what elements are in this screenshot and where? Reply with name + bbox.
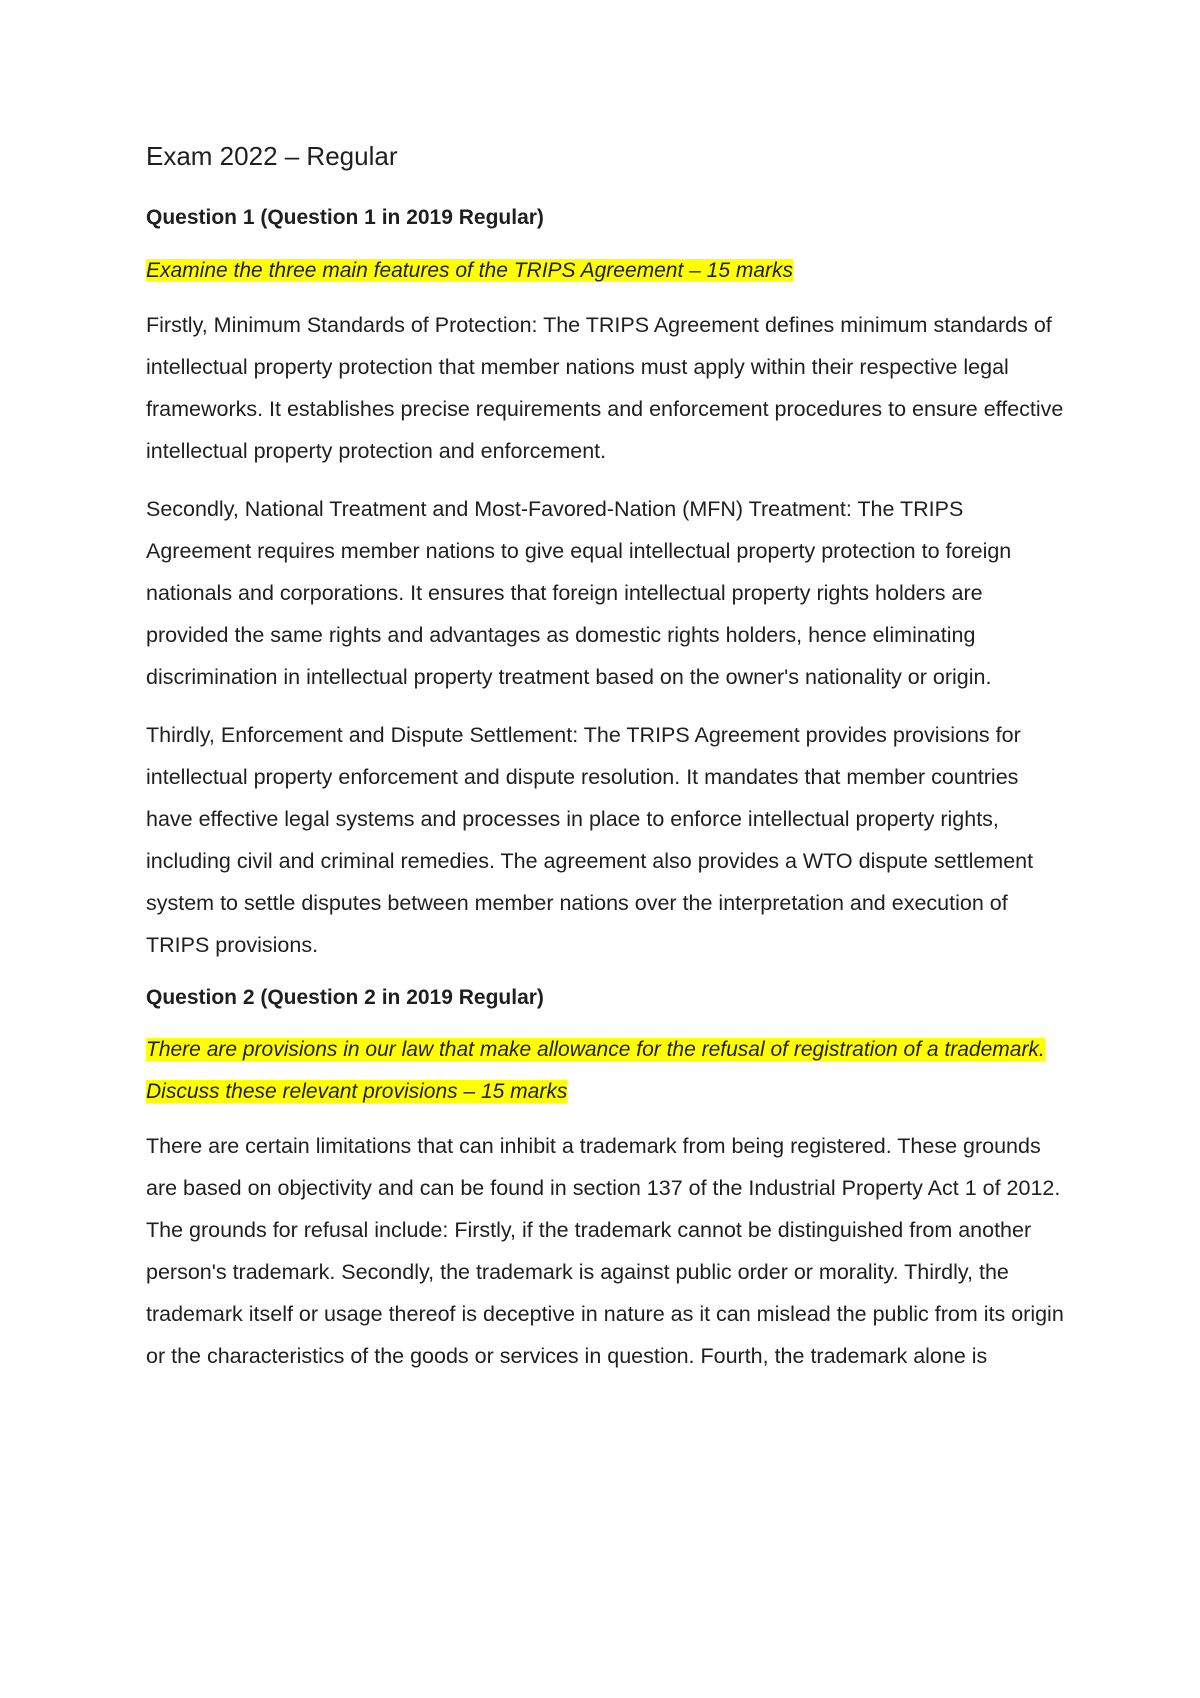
question-1-prompt [146, 250, 1066, 292]
document-title: Exam 2022 – Regular [146, 141, 398, 171]
question-1-paragraph-3: Thirdly, Enforcement and Dispute Settlement: The TRIPS Agreement provides provisions for intellectual property enforcement and dispute resolution. It mandates that member countries have effective legal systems and processes in place to enforce intellectual property rights, including civil and criminal remedies. The agreement also provides a WTO dispute settlement system to settle disputes between member nations over the interpretation and execution of TRIPS provisions. [146, 722, 1034, 957]
question-1-paragraph-2: Secondly, National Treatment and Most-Favored-Nation (MFN) Treatment: The TRIPS Agreement requires member nations to give equal intellectual property protection to foreign nationals and corporations. It ensures that foreign intellectual property rights holders are provided the same rights and advantages as domestic rights holders, hence eliminating discrimination in intellectual property treatment based on the owner's nationality or origin. [146, 496, 1012, 689]
question-2-prompt-text: There are provisions in our law that make allowance for the refusal of registration of a trademark. Discuss these relevant provisions – 15 marks [146, 1038, 1045, 1104]
question-2-prompt [146, 1029, 1066, 1113]
question-1-paragraph-1: Firstly, Minimum Standards of Protection: The TRIPS Agreement defines minimum standards of intellectual property protection that member nations must apply within their respective legal frameworks. It establishes precise requirements and enforcement procedures to ensure effective intellectual property protection and enforcement. [146, 312, 1064, 463]
question-1-prompt-text: Examine the three main features of the TRIPS Agreement – 15 marks [146, 258, 794, 282]
question-1-heading: Question 1 (Question 1 in 2019 Regular) [146, 206, 544, 230]
question-2-heading: Question 2 (Question 2 in 2019 Regular) [146, 985, 544, 1009]
question-2-paragraph-1: There are certain limitations that can inhibit a trademark from being registered. These grounds are based on objectivity and can be found in section 137 of the Industrial Property Act 1 of 2012. The grounds for refusal include: Firstly, if the trademark cannot be distinguished from another person's trademark. Secondly, the trademark is against public order or morality. Thirdly, the trademark itself or usage thereof is deceptive in nature as it can mislead the public from its origin or the characteristics of the goods or services in question. Fourth, the trademark alone is [146, 1134, 1064, 1369]
document-body [146, 138, 1066, 1393]
